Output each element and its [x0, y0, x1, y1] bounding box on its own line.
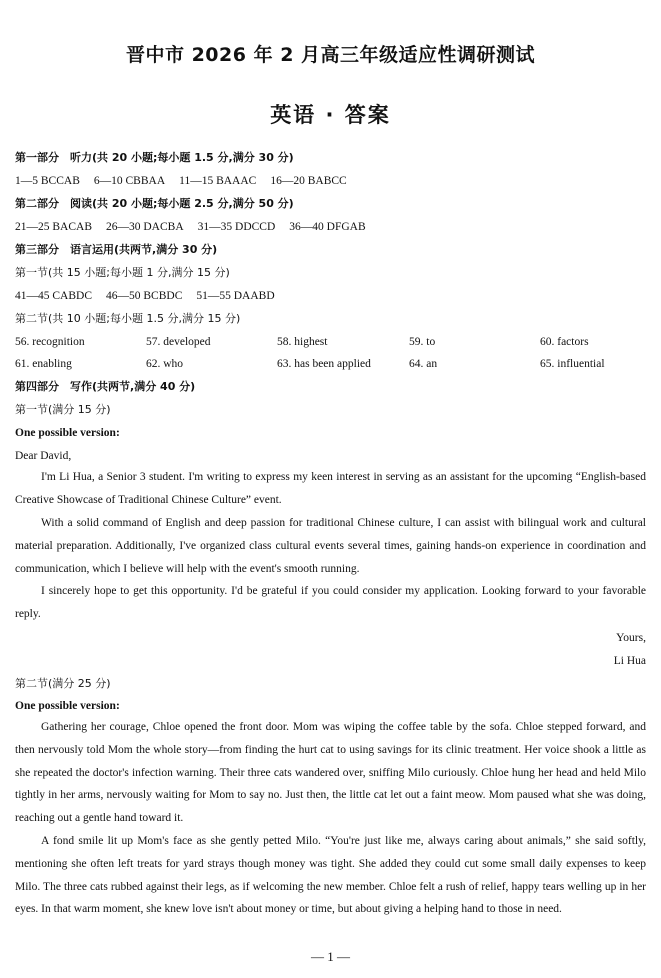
- letter-paragraph: With a solid command of English and deep passion for traditional Chinese culture, I can assist with bilingual work and cultural material preparation. Additionally, I've organized class cultural events several times, gaining hands-on experience in coordination and communication, which I believe will help with the event's smooth running.: [15, 517, 646, 575]
- answer-key: 26—30 DACBA: [106, 221, 184, 233]
- vocab-answer: 65. influential: [540, 358, 605, 370]
- vocab-answer: 62. who: [146, 358, 184, 370]
- answer-key: 21—25 BACAB: [15, 221, 92, 233]
- answer-key: 31—35 DDCCD: [197, 221, 276, 233]
- page-number: — 1 —: [311, 949, 350, 964]
- story-paragraph: A fond smile lit up Mom's face as she gently petted Milo. “You're just like me, always caring about animals,” she said softly, mentioning she often left treats for yard strays though money was tight. She added they could cut some small daily expenses to keep Milo. The three cats rubbed against their legs, as if welcoming the new member. Chloe felt a rush of relief, happy tears welling up in her eyes. In that warm moment, she knew love isn't about money or time, but about giving a helping hand to those in need.: [15, 835, 646, 916]
- story-paragraph: Gathering her courage, Chloe opened the front door. Mom was wiping the coffee table by the sofa. Chloe stepped forward, and then nervously told Mom the whole story—from finding the hurt cat to using savings for its clinic treatment. Her voice shook a little as she repeated the doctor's infection warning. Their three cats wandered over, sniffing Milo curiously. Chloe hung her head and held Milo tightly in her arms, nervously waiting for Mom to say no. Just then, the little cat let out a faint meow. Mom paused what she was doing, reaching out a gentle hand toward it.: [15, 721, 646, 825]
- letter-paragraph: I sincerely hope to get this opportunity. I'd be grateful if you could consider my application. Looking forward to your favorable reply.: [15, 585, 646, 620]
- part4-section1: 第一节(满分 15 分): [15, 403, 111, 416]
- part4-heading: 第四部分 写作(共两节,满分 40 分): [15, 380, 196, 393]
- possible-version-label: One possible version:: [15, 700, 120, 712]
- vocab-answer: 56. recognition: [15, 336, 85, 348]
- answer-key: 6—10 CBBAA: [93, 175, 166, 187]
- part1-heading: 第一部分 听力(共 20 小题;每小题 1.5 分,满分 30 分): [15, 151, 294, 164]
- answer-key: 1—5 BCCAB: [15, 175, 80, 187]
- vocab-answer: 58. highest: [277, 336, 328, 348]
- letter-greeting: Dear David,: [15, 450, 72, 462]
- part3-keys1: [15, 289, 289, 303]
- letter-closing: Yours,: [616, 632, 646, 644]
- letter-paragraph: I'm Li Hua, a Senior 3 student. I'm writing to express my keen interest in serving as an assistant for the upcoming “English-based Creative Showcase of Traditional Chinese Culture” event.: [15, 471, 646, 506]
- vocab-answer: 57. developed: [146, 336, 211, 348]
- page-subtitle: 英语 · 答案: [270, 103, 391, 127]
- letter-signature: Li Hua: [613, 655, 646, 667]
- part3-section2: 第二节(共 10 小题;每小题 1.5 分,满分 15 分): [15, 312, 241, 325]
- answer-key: 41—45 CABDC: [15, 290, 92, 302]
- page-title: 晋中市 2026 年 2 月高三年级适应性调研测试: [125, 44, 536, 66]
- answer-key: 11—15 BAAAC: [179, 175, 257, 187]
- answer-key: 36—40 DFGAB: [289, 221, 366, 233]
- vocab-answer: 59. to: [409, 336, 436, 348]
- vocab-answer: 63. has been applied: [277, 358, 371, 370]
- part3-heading: 第三部分 语言运用(共两节,满分 30 分): [15, 243, 218, 256]
- part3-section1: 第一节(共 15 小题;每小题 1 分,满分 15 分): [15, 266, 230, 279]
- answer-key: 46—50 BCBDC: [106, 290, 183, 302]
- part4-section2: 第二节(满分 25 分): [15, 677, 111, 690]
- part1-keys: [15, 174, 361, 188]
- vocab-answer: 64. an: [409, 358, 438, 370]
- possible-version-label: One possible version:: [15, 427, 120, 439]
- answer-key: 16—20 BABCC: [270, 175, 347, 187]
- part2-keys: [15, 220, 380, 234]
- answer-key: 51—55 DAABD: [196, 290, 275, 302]
- vocab-answer: 61. enabling: [15, 358, 72, 370]
- vocab-answer: 60. factors: [540, 336, 589, 348]
- part2-heading: 第二部分 阅读(共 20 小题;每小题 2.5 分,满分 50 分): [15, 197, 294, 210]
